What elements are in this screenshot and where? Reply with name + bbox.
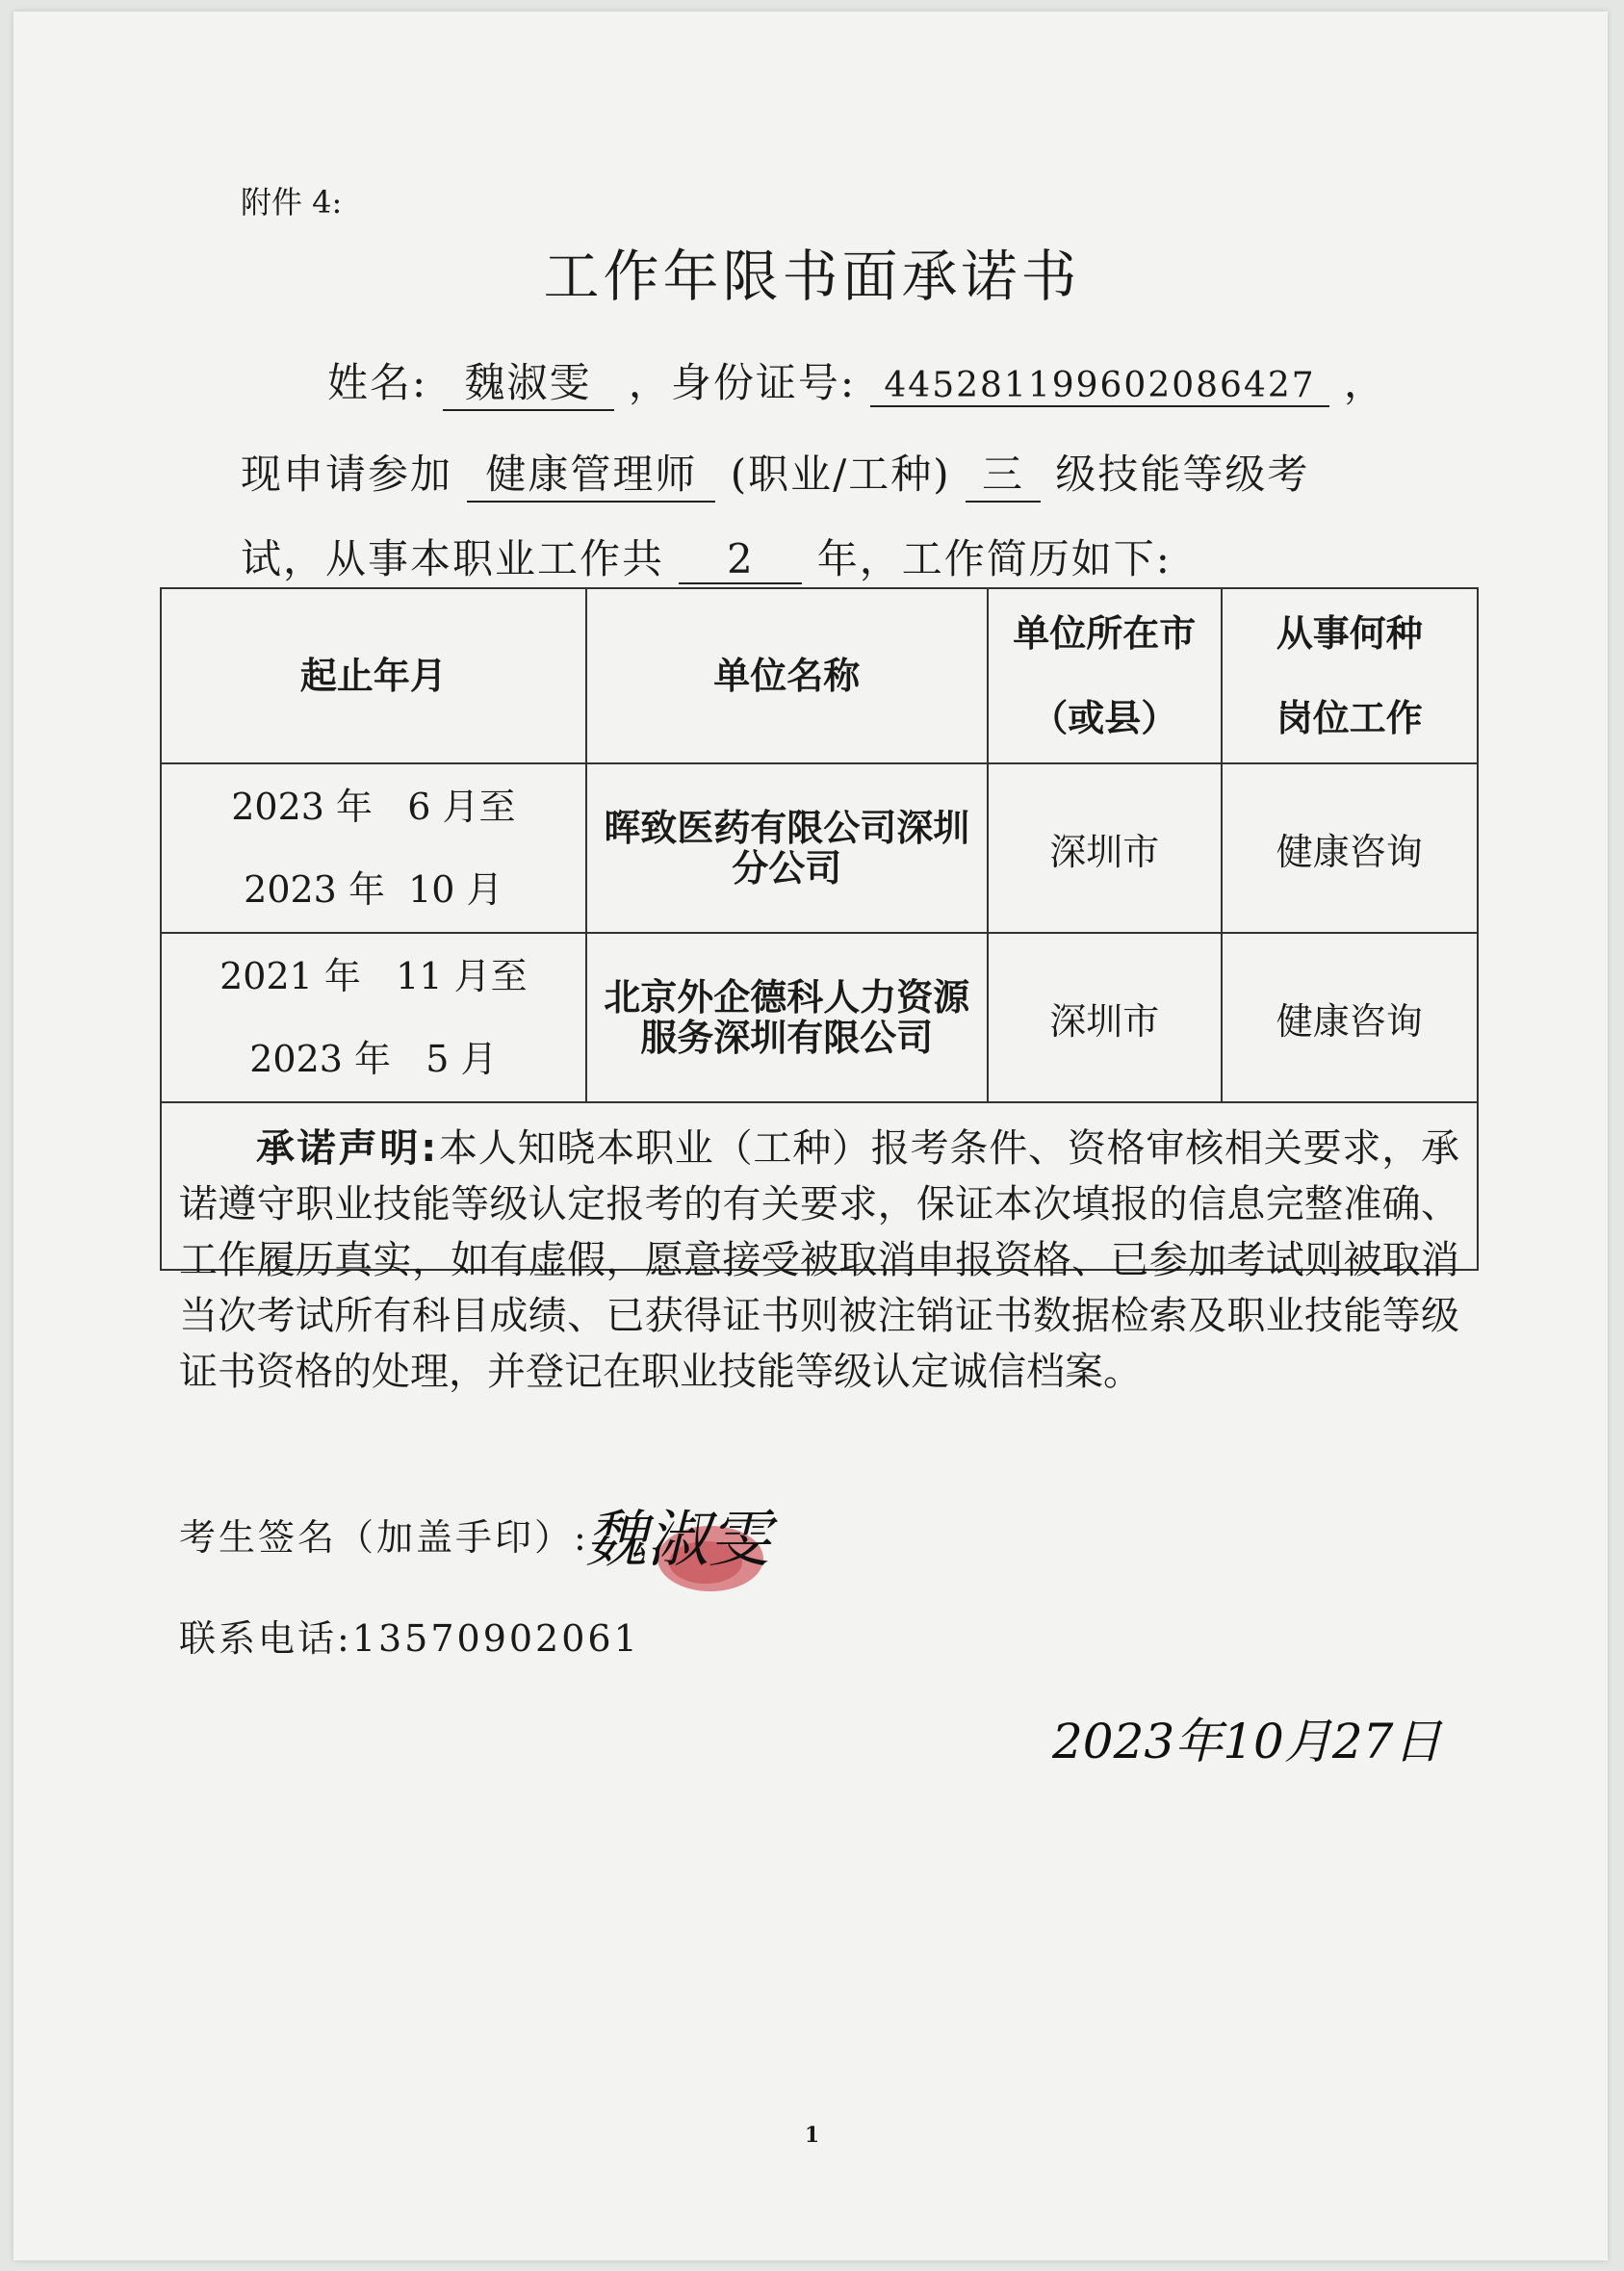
header-post [1222,588,1478,763]
pledge-row [161,1102,1478,1270]
phone-line [179,1609,640,1662]
header-company: 单位名称 [586,588,988,763]
handwritten-date-text: 2023年10月27日 [1052,1714,1442,1769]
occupation-suffix: (职业/工种) [730,451,951,498]
city-cell: 深圳市 [988,933,1222,1102]
name-line [327,351,1386,411]
header-city-line1: 单位所在市 [1013,612,1197,655]
city-cell: 深圳市 [988,763,1222,933]
apply-prefix: 现申请参加 [241,451,453,498]
years-value: 2 [679,535,802,584]
id-suffix: ， [1344,359,1387,406]
handwritten-signature [566,1484,855,1599]
level-value: 三 [966,443,1041,503]
post-cell: 健康咨询 [1222,933,1478,1102]
table-row [161,933,1478,1102]
company-cell: 北京外企德科人力资源服务深圳有限公司 [586,933,988,1102]
document-title: 工作年限书面承诺书 [543,244,1081,309]
phone-value: 13570902061 [351,1617,640,1660]
period-cell [161,933,586,1102]
signature-text: 魏淑雯 [585,1505,770,1576]
period-end: 2023 年 10 月 [244,868,503,911]
post-cell: 健康咨询 [1222,763,1478,933]
years-prefix: 试，从事本职业工作共 [241,535,665,582]
pledge-statement [179,1121,1459,1400]
table-header-row [161,588,1478,763]
company-cell: 晖致医药有限公司深圳分公司 [586,763,988,933]
id-number-value: 445281199602086427 [870,366,1328,407]
period-start: 2023 年 6 月至 [231,786,516,828]
work-history-table [160,587,1479,1769]
apply-line [241,443,1309,503]
years-line [241,528,1172,585]
period-cell [161,763,586,933]
level-suffix: 级技能等级考 [1055,451,1310,498]
pledge-cell [161,1102,1478,1769]
name-value: 魏淑雯 [443,351,614,411]
header-city [988,588,1222,763]
period-end: 2023 年 5 月 [249,1038,498,1080]
pledge-label: 承诺声明: [256,1126,439,1171]
header-post-line2: 岗位工作 [1276,697,1423,739]
page-number: 1 [804,2123,820,2148]
years-suffix: 年，工作简历如下: [816,535,1172,582]
handwritten-date [1043,1690,1442,1796]
header-post-line1: 从事何种 [1276,612,1423,655]
table-row [161,763,1478,933]
name-label: 姓名: [327,359,428,406]
pledge-text: 本人知晓本职业（工种）报考条件、资格审核相关要求，承诺遵守职业技能等级认定报考的有关要求，保证本次填报的信息完整准确、工作履历真实，如有虚假，愿意接受被取消申报资格、已参加考试则被取消当次考试所有科目成绩、已获得证书则被注销证书数据检索及职业技能等级证书资格的处理，并登记在职业技能等级认定诚信档案。 [179,1126,1460,1394]
signature-label: 考生签名（加盖手印）: [179,1516,589,1559]
occupation-value: 健康管理师 [467,443,715,503]
attachment-label: 附件 4: [241,184,343,220]
id-label: ，身份证号: [628,359,857,406]
phone-label: 联系电话: [179,1617,352,1660]
header-city-line2: （或县） [1031,697,1178,739]
header-period: 起止年月 [161,588,586,763]
period-start: 2021 年 11 月至 [219,955,528,997]
